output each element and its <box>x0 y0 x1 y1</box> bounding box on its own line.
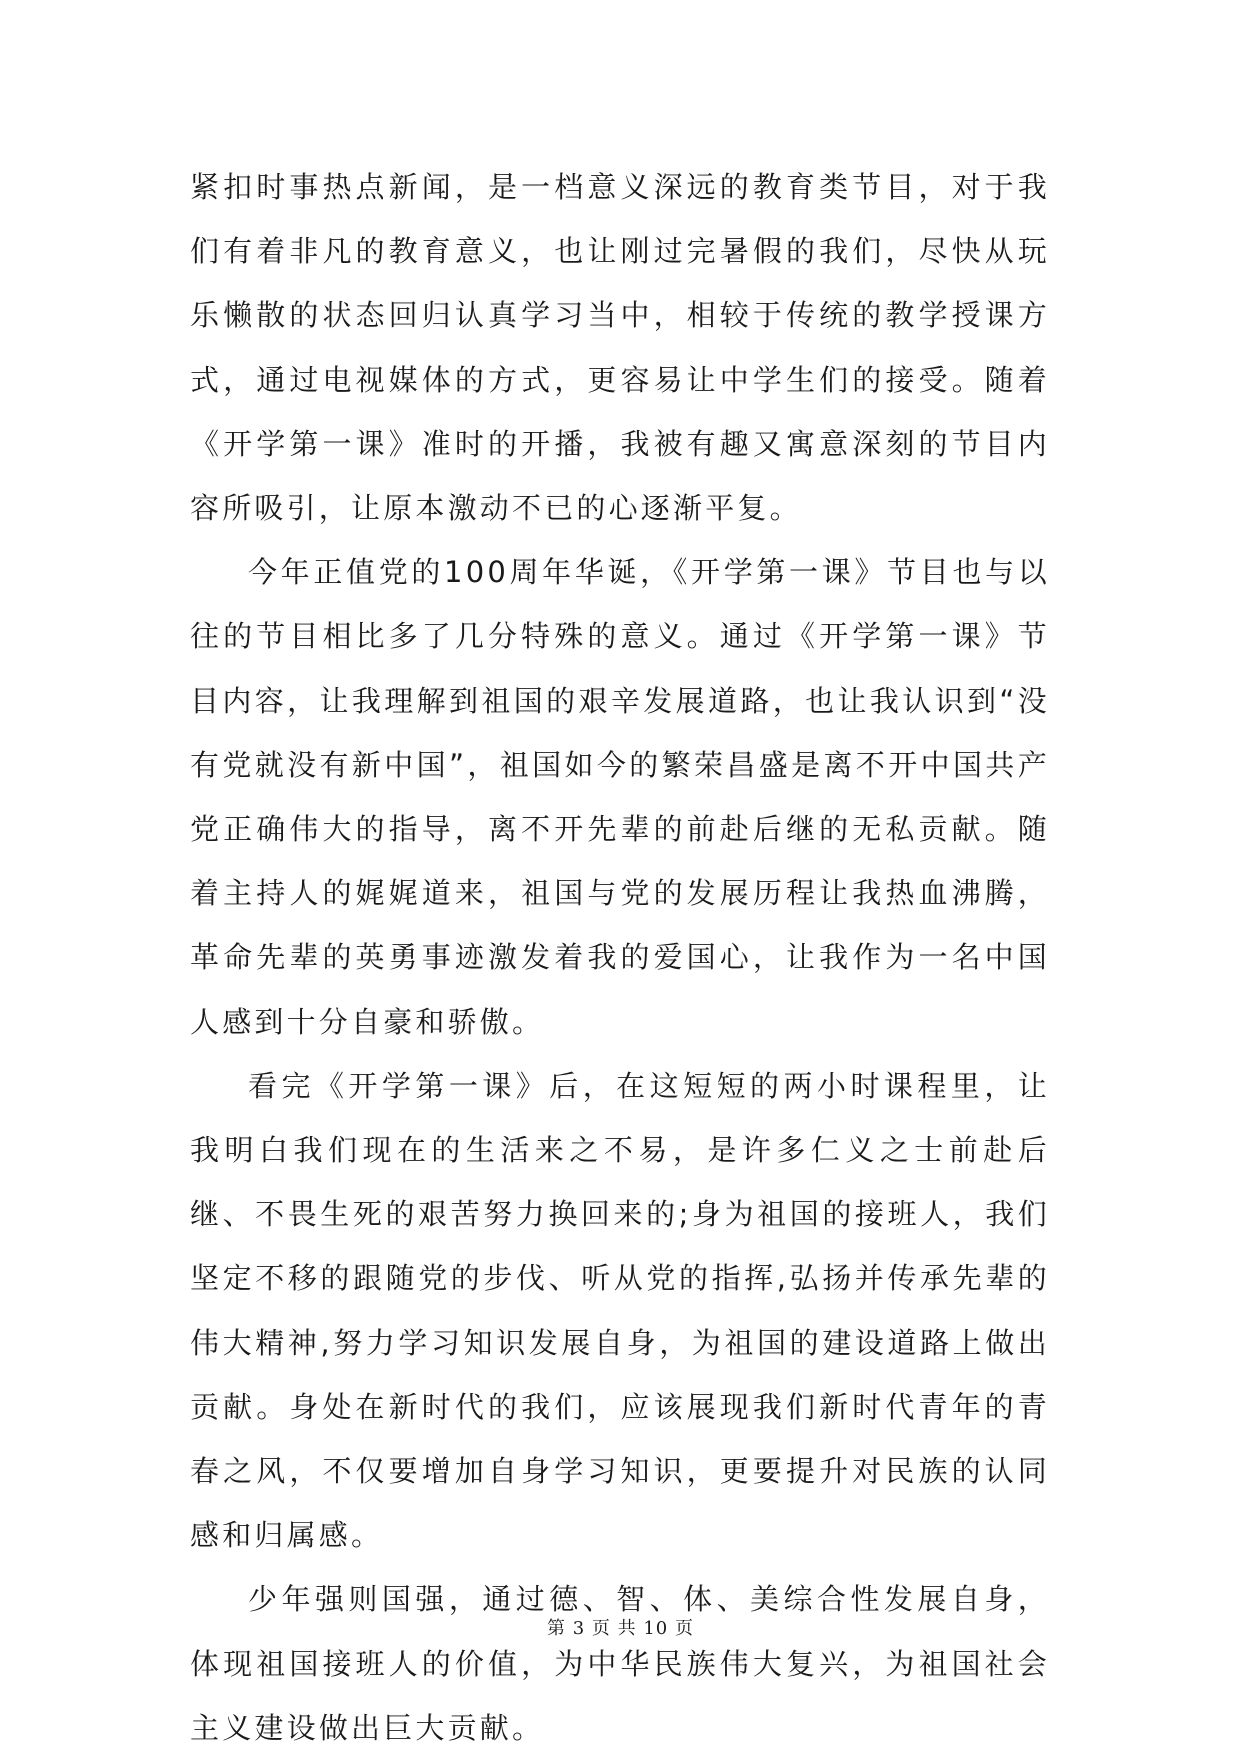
paragraph-after-watching: 看完《开学第一课》后，在这短短的两小时课程里，让我明白我们现在的生活来之不易，是许多仁义之士前赴后继、不畏生死的艰苦努力换回来的;身为祖国的接班人，我们坚定不移的跟随党的步伐、听从党的指挥,弘扬并传承先辈的伟大精神,努力学习知识发展自身，为祖国的建设道路上做出贡献。身处在新时代的我们，应该展现我们新时代青年的青春之风，不仅要增加自身学习知识，更要提升对民族的认同感和归属感。 <box>190 1068 1050 1553</box>
paragraph-party-anniversary: 今年正值党的100周年华诞，《开学第一课》节目也与以往的节目相比多了几分特殊的意义。通过《开学第一课》节目内容，让我理解到祖国的艰辛发展道路，也让我认识到“没有党就没有新中国”，祖国如今的繁荣昌盛是离不开中国共产党正确伟大的指导，离不开先辈的前赴后继的无私贡献。随着主持人的娓娓道来，祖国与党的发展历程让我热血沸腾，革命先辈的英勇事迹激发着我的爱国心，让我作为一名中国人感到十分自豪和骄傲。 <box>190 555 1050 1039</box>
document-body <box>190 155 1050 1760</box>
page-number-footer: 第 3 页 共 10 页 <box>547 1618 694 1639</box>
paragraph-conclusion: 少年强则国强，通过德、智、体、美综合性发展自身，体现祖国接班人的价值，为中华民族伟大复兴，为祖国社会主义建设做出巨大贡献。 <box>190 1582 1050 1745</box>
paragraph-continued: 紧扣时事热点新闻，是一档意义深远的教育类节目，对于我们有着非凡的教育意义，也让刚过完暑假的我们，尽快从玩乐懒散的状态回归认真学习当中，相较于传统的教学授课方式，通过电视媒体的方式，更容易让中学生们的接受。随着《开学第一课》准时的开播，我被有趣又寓意深刻的节目内容所吸引，让原本激动不已的心逐渐平复。 <box>190 170 1050 526</box>
